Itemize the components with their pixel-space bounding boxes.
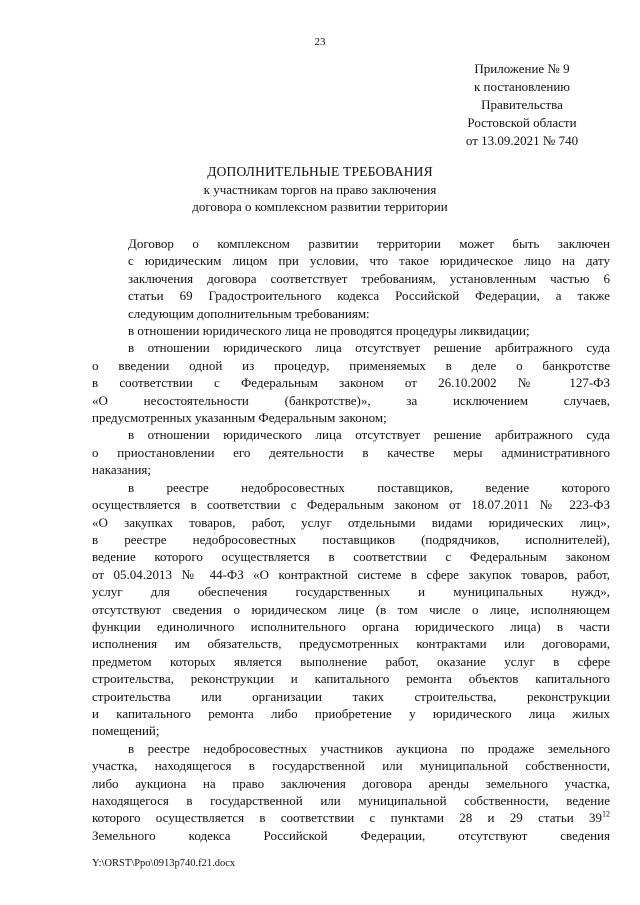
appendix-line: от 13.09.2021 № 740	[465, 133, 579, 148]
text-line: в реестре недобросовестных поставщиков, ведение которого	[128, 479, 610, 495]
appendix-header	[452, 60, 592, 150]
text-line: в отношении юридического лица отсутствует решение арбитражного суда	[128, 427, 610, 443]
appendix-line: Ростовской области	[467, 115, 577, 130]
text-line: Земельного кодекса Российской Федерации, отсутствуют сведения	[92, 827, 610, 843]
paragraph-intro	[92, 235, 610, 322]
text-line: и капитального ремонта либо приобретение у юридического лица жилых	[92, 705, 610, 721]
text-line: ведение которого осуществляется в соответствии с Федеральным законом	[92, 549, 610, 565]
document-body	[92, 235, 610, 844]
text-line: в реестре недобросовестных поставщиков (подрядчиков, исполнителей),	[92, 531, 610, 547]
paragraph-suspension	[92, 426, 610, 478]
document-title: ДОПОЛНИТЕЛЬНЫЕ ТРЕБОВАНИЯ	[207, 164, 433, 179]
text-line: предусмотренных указанным Федеральным законом;	[92, 410, 387, 426]
text-line: заключения договора соответствует требованиям, установленным частью 6	[128, 270, 610, 286]
text-line: наказания;	[92, 462, 152, 478]
text-line: о приостановлении его деятельности в качестве меры административного	[92, 444, 610, 460]
text-line: помещений;	[92, 723, 160, 739]
text-line: Договор о комплексном развитии территории может быть заключен	[128, 236, 610, 251]
text-line: о введении одной из процедур, применяемых в деле о банкротстве	[92, 357, 610, 373]
text-line: в реестре недобросовестных участников аукциона по продаже земельного	[128, 740, 610, 756]
document-subtitle-line: к участникам торгов на право заключения	[203, 182, 437, 197]
page-number: 23	[314, 36, 326, 48]
text-line: строительства, реконструкции и капитального ремонта объектов капитального	[92, 671, 610, 687]
text-line: статьи 69 Градостроительного кодекса Российской Федерации, а также	[128, 288, 610, 304]
text-line: в отношении юридического лица отсутствует решение арбитражного суда	[128, 340, 610, 356]
paragraph-bankruptcy	[92, 339, 610, 426]
text-line: функции единоличного исполнительного органа юридического лица) в части	[92, 618, 610, 634]
paragraph-auction-register	[92, 740, 610, 844]
paragraph-liquidation	[92, 322, 610, 339]
document-subtitle-line: договора о комплексном развитии территории	[192, 199, 448, 214]
paragraph-suppliers-register	[92, 479, 610, 740]
text-line: «О закупках товаров, работ, услуг отдельными видами юридических лиц»,	[92, 514, 610, 530]
text-line: «О несостоятельности (банкротстве)», за исключением случаев,	[92, 392, 610, 408]
text-line: от 05.04.2013 № 44-ФЗ «О контрактной системе в сфере закупок товаров, работ,	[92, 566, 610, 582]
footnote-superscript: 12	[602, 810, 610, 820]
title-block	[0, 163, 640, 215]
appendix-line: Правительства	[481, 97, 563, 112]
text-line: следующим дополнительным требованиям:	[128, 305, 370, 321]
text-line: отсутствуют сведения о юридическом лице (в том числе о лице, исполняющем	[92, 601, 610, 617]
text-line-content: которого осуществляется в соответствии с пунктами 28 и 29 статьи 39	[92, 810, 602, 826]
appendix-line: Приложение № 9	[474, 61, 570, 76]
text-line: находящегося в государственной или муниципальной собственности, ведение	[92, 793, 610, 808]
text-line: исполнения им обязательств, предусмотренных контрактами или договорами,	[92, 636, 610, 652]
text-line: предметом которых является выполнение работ, оказание услуг в сфере	[92, 653, 610, 669]
file-path-footer: Y:\ORST\Ppo\0913p740.f21.docx	[92, 858, 236, 869]
text-line: услуг для обеспечения государственных и муниципальных нужд»,	[92, 584, 610, 600]
text-line	[92, 809, 610, 826]
text-line: либо аукциона на право заключения договора аренды земельного участка,	[92, 775, 610, 791]
text-line: в отношении юридического лица не проводятся процедуры ликвидации;	[128, 323, 530, 339]
text-line: участка, находящегося в государственной или муниципальной собственности,	[92, 758, 610, 774]
text-line: осуществляется в соответствии с Федеральным законом от 18.07.2011 № 223-ФЗ	[92, 497, 610, 513]
appendix-line: к постановлению	[473, 79, 571, 94]
text-line: в соответствии с Федеральным законом от 26.10.2002 № 127-ФЗ	[92, 375, 610, 391]
text-line: строительства или организации таких строительства, реконструкции	[92, 688, 610, 704]
text-line: с юридическим лицом при условии, что такое юридическое лицо на дату	[128, 253, 610, 269]
